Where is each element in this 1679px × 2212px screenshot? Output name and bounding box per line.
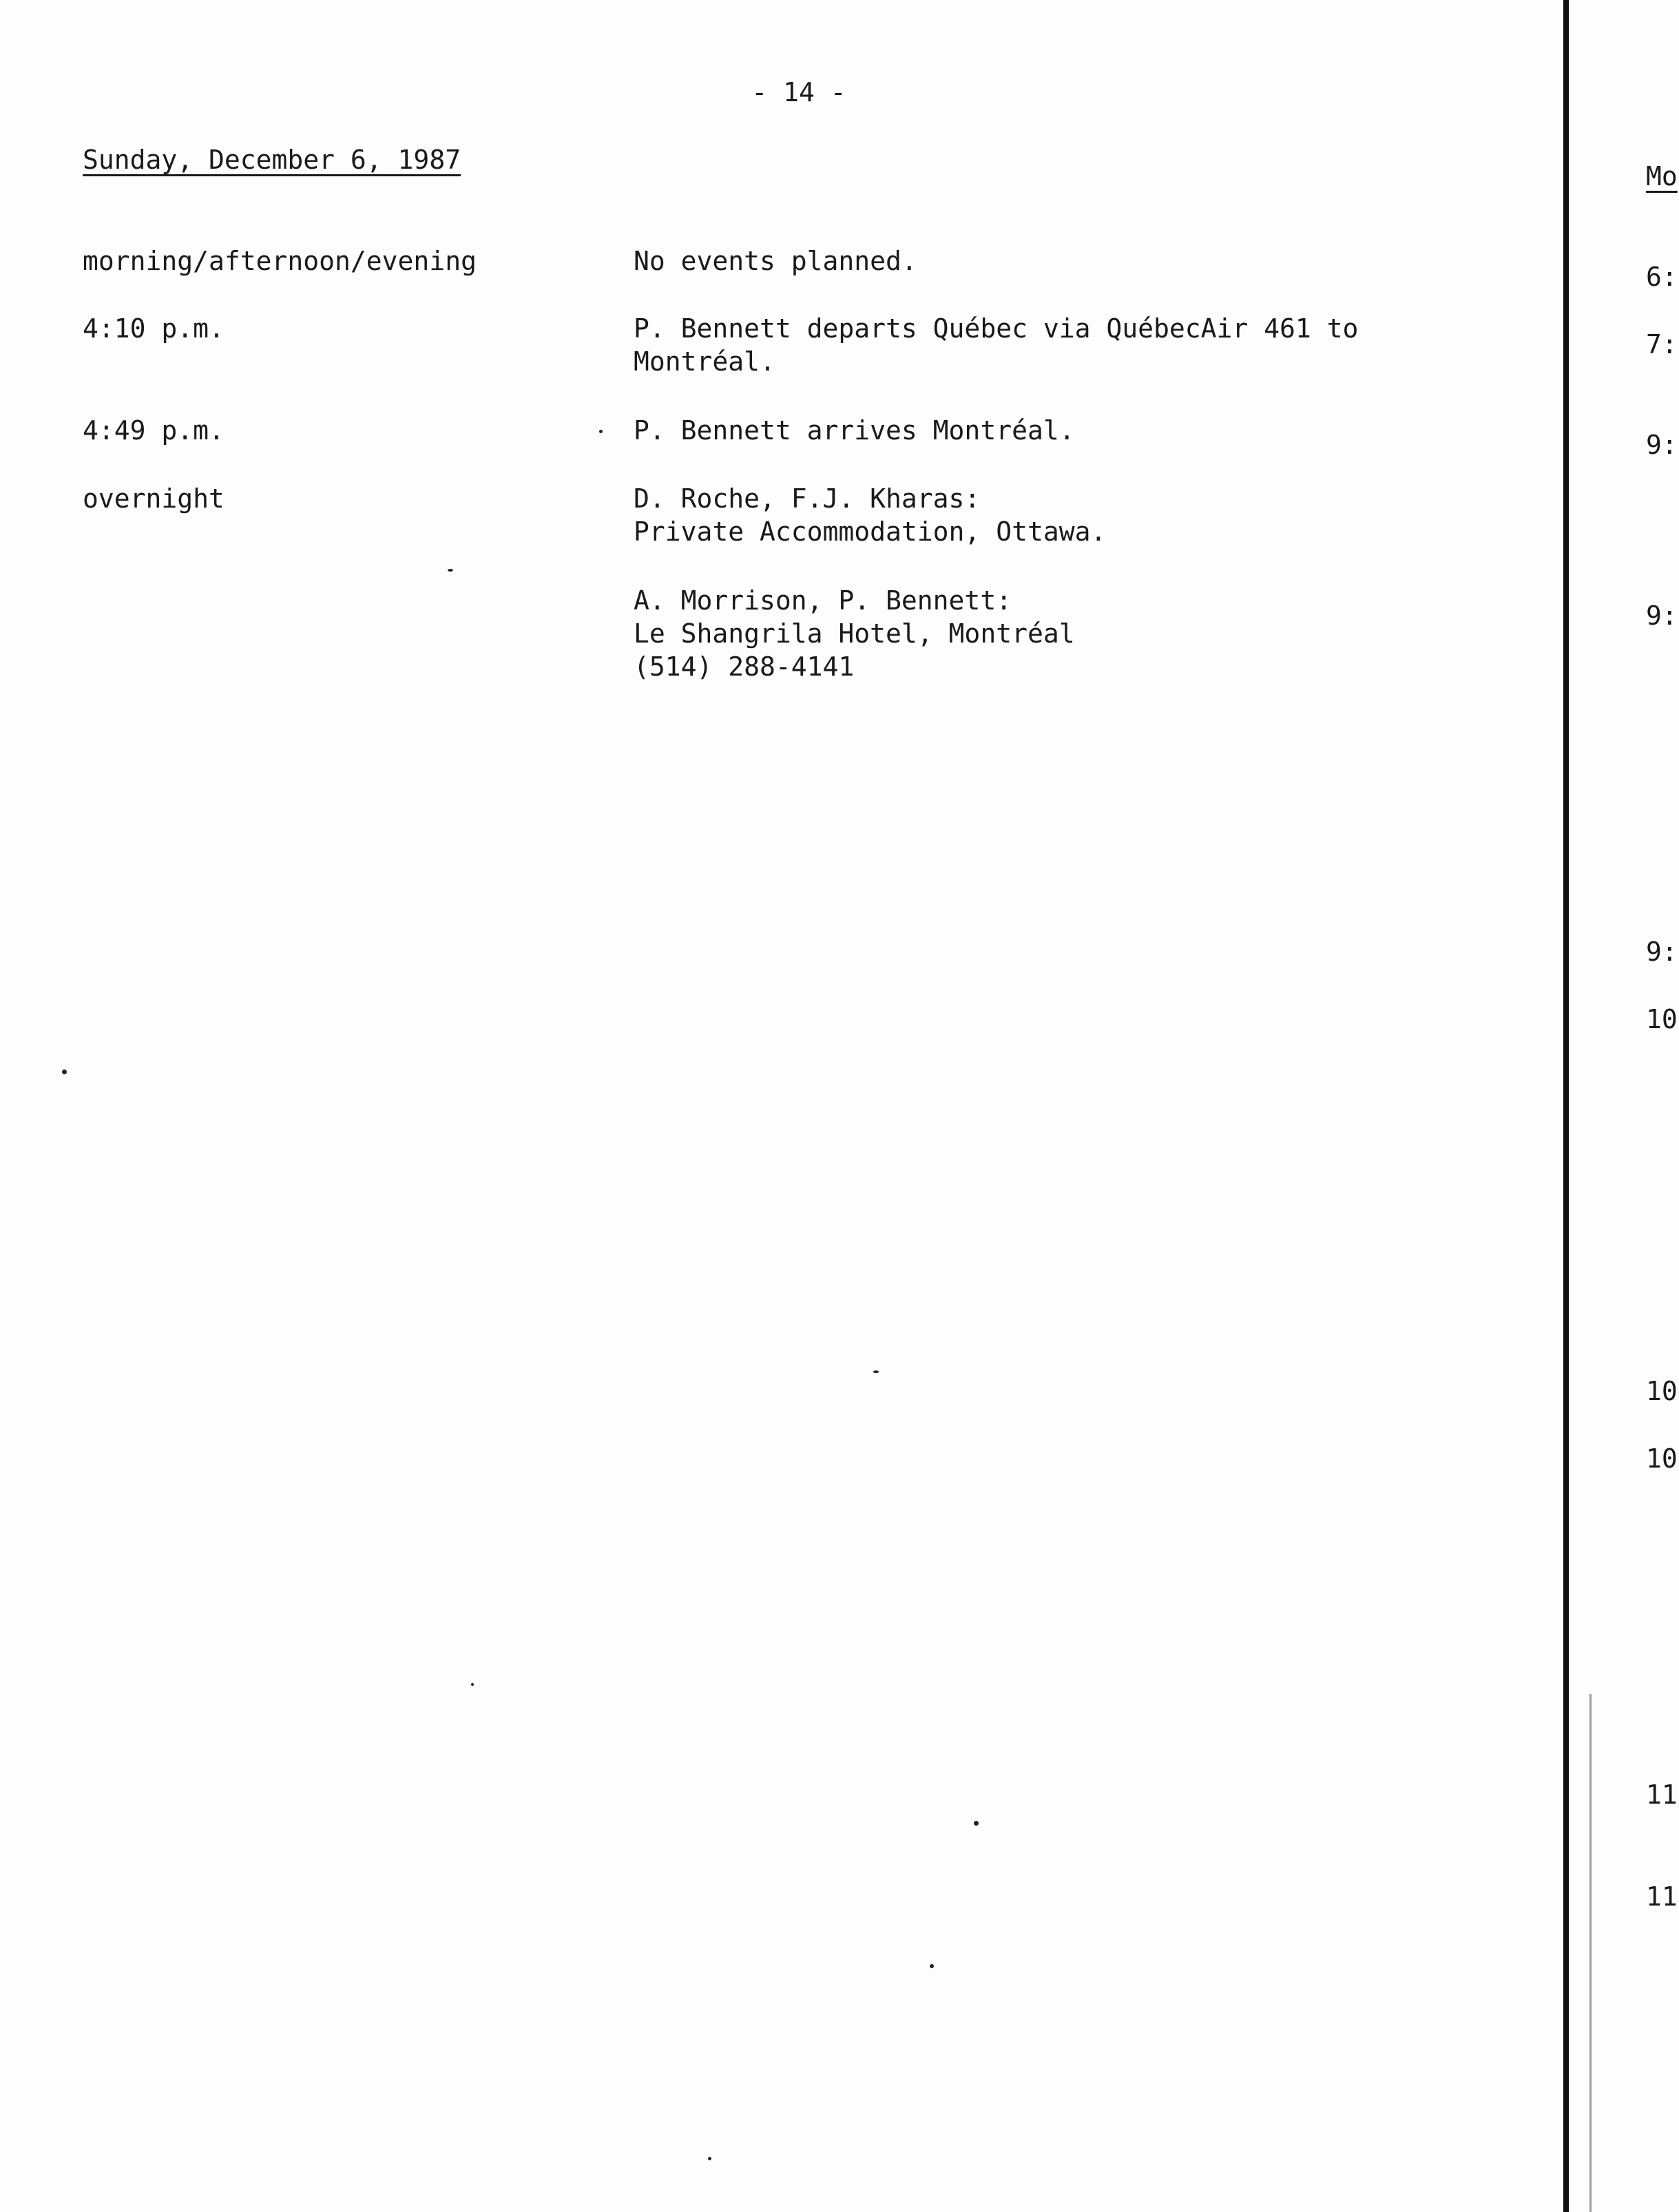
adjacent-time-fragment: 10	[1646, 1443, 1678, 1474]
adjacent-time-fragment: 11	[1646, 1881, 1678, 1912]
scan-speck	[62, 1070, 67, 1074]
schedule-detail: No events planned.	[634, 246, 917, 276]
schedule-time: overnight	[83, 483, 225, 514]
scan-speck	[599, 430, 603, 433]
scan-speck	[471, 1683, 474, 1686]
schedule-detail: D. Roche, F.J. Kharas: Private Accommodation, Ottawa.	[634, 483, 1107, 547]
page-divider	[1563, 0, 1569, 2212]
adjacent-heading-fragment: Mo	[1646, 161, 1678, 191]
adjacent-page	[1569, 0, 1679, 2212]
schedule-detail: A. Morrison, P. Bennett: Le Shangrila Hotel, Montréal (514) 288-4141	[634, 585, 1075, 682]
adjacent-time-fragment: 9:	[1646, 937, 1678, 967]
scan-speck	[708, 2157, 711, 2160]
scan-speck	[930, 1964, 934, 1968]
adjacent-time-fragment: 6:	[1646, 262, 1678, 292]
date-heading: Sunday, December 6, 1987	[83, 145, 461, 175]
scan-speck	[974, 1821, 979, 1826]
scan-speck	[873, 1370, 879, 1373]
adjacent-time-fragment: 9:	[1646, 430, 1678, 460]
schedule-time: 4:49 p.m.	[83, 415, 225, 446]
adjacent-time-fragment: 10	[1646, 1376, 1678, 1406]
page-number: - 14 -	[751, 77, 846, 107]
schedule-time: morning/afternoon/evening	[83, 246, 477, 276]
adjacent-time-fragment: 7:	[1646, 329, 1678, 359]
adjacent-time-fragment: 10	[1646, 1004, 1678, 1034]
adjacent-time-fragment: 9:	[1646, 601, 1678, 631]
scan-speck	[448, 569, 453, 572]
schedule-detail: P. Bennett arrives Montréal.	[634, 415, 1075, 446]
adjacent-time-fragment: 11	[1646, 1780, 1678, 1810]
schedule-detail: P. Bennett departs Québec via QuébecAir 461 to Montréal.	[634, 313, 1359, 377]
schedule-time: 4:10 p.m.	[83, 313, 225, 344]
